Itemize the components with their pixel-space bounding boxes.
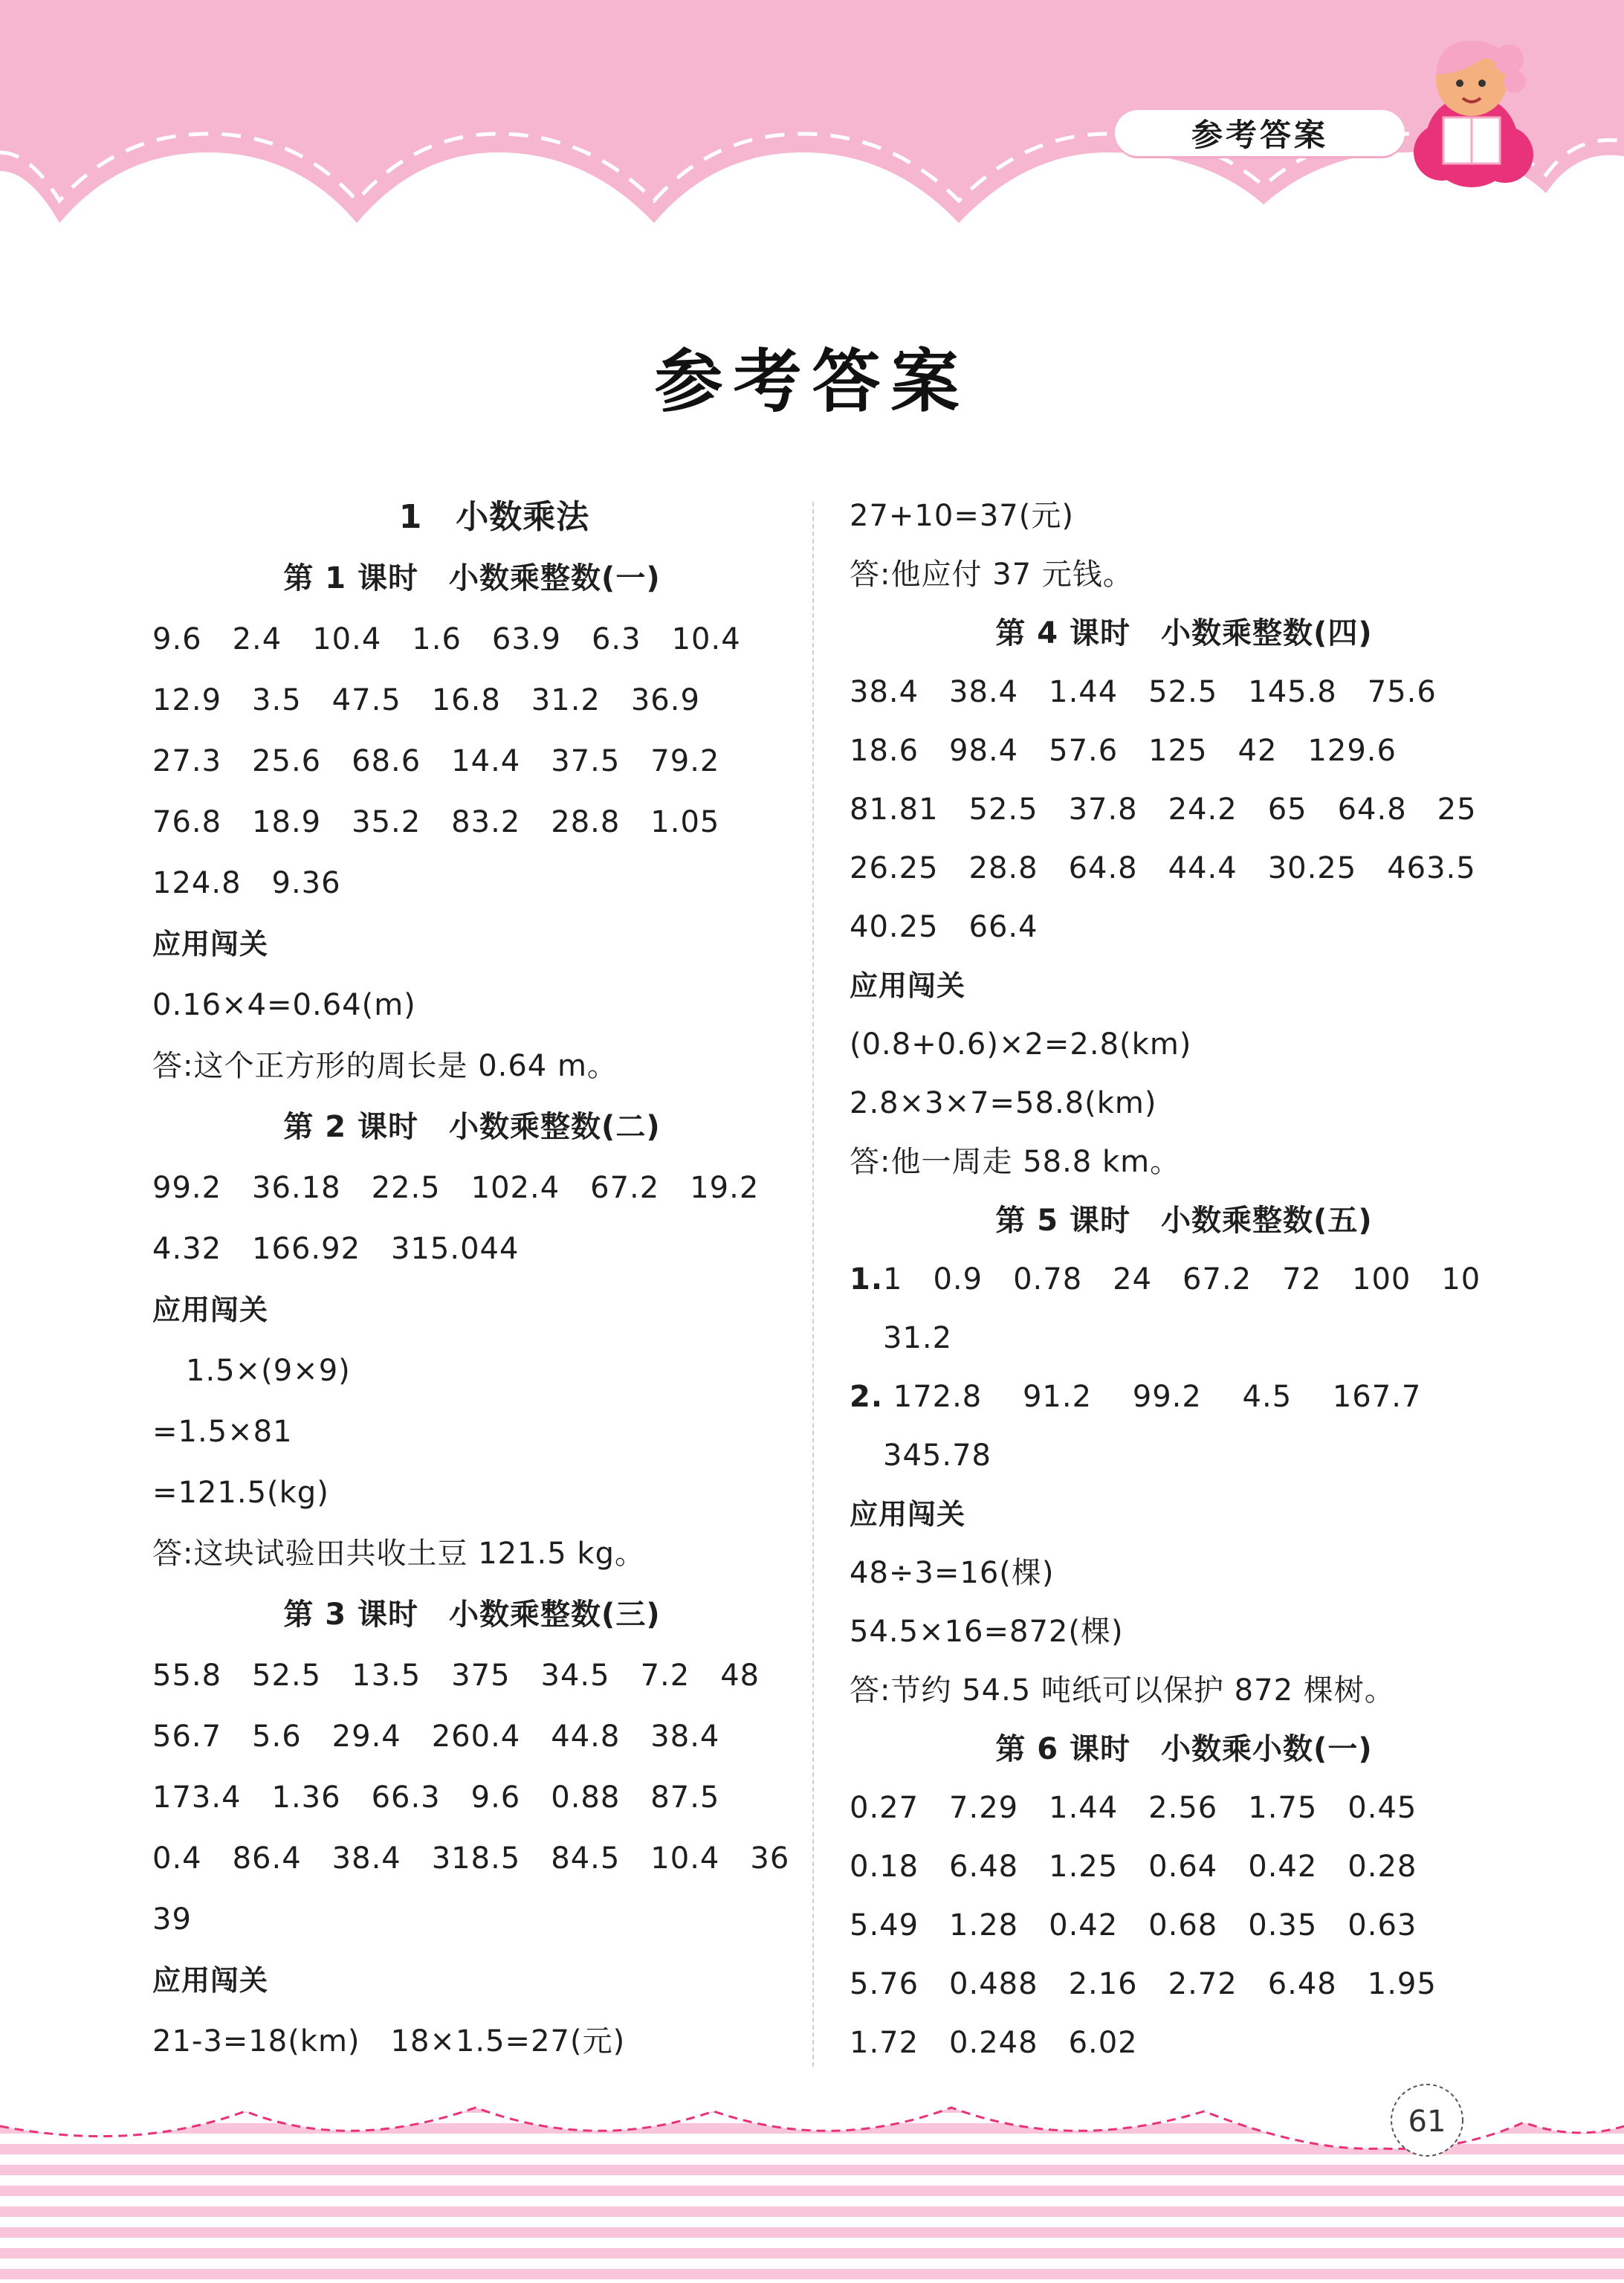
lesson-heading: 第 3 课时 小数乘整数(三) bbox=[283, 1598, 661, 1632]
answer-line: 5.49 1.28 0.42 0.68 0.35 0.63 bbox=[850, 1908, 1417, 1943]
answer-line: 答:这个正方形的周长是 0.64 m。 bbox=[152, 1049, 618, 1083]
answer-line: (0.8+0.6)×2=2.8(km) bbox=[850, 1027, 1192, 1062]
left-column bbox=[152, 487, 792, 2072]
numbered-answer-line bbox=[850, 1250, 1518, 1309]
answer-line: 38.4 38.4 1.44 52.5 145.8 75.6 bbox=[850, 675, 1437, 709]
answer-line: 答:他一周走 58.8 km。 bbox=[850, 1145, 1181, 1179]
answer-line: 1.5×(9×9) bbox=[186, 1354, 351, 1388]
numbered-answer-line bbox=[850, 1368, 1518, 1427]
answer-text: 172.8 91.2 99.2 4.5 167.7 bbox=[883, 1380, 1422, 1414]
page-number: 61 bbox=[1408, 2105, 1446, 2139]
lesson-heading: 第 1 课时 小数乘整数(一) bbox=[283, 561, 661, 595]
footer-banner bbox=[0, 2082, 1624, 2283]
answer-line: 0.16×4=0.64(m) bbox=[152, 988, 416, 1022]
answer-line: 5.76 0.488 2.16 2.72 6.48 1.95 bbox=[850, 1967, 1437, 2001]
answer-line: 345.78 bbox=[883, 1438, 991, 1473]
answer-line: 99.2 36.18 22.5 102.4 67.2 19.2 bbox=[152, 1171, 760, 1205]
answer-line: 答:节约 54.5 吨纸可以保护 872 棵树。 bbox=[850, 1673, 1395, 1708]
answer-line: 31.2 bbox=[883, 1321, 953, 1355]
answer-line: 39 bbox=[152, 1902, 192, 1937]
answer-line: =1.5×81 bbox=[152, 1415, 293, 1449]
application-heading: 应用闯关 bbox=[850, 1498, 966, 1531]
lesson-heading: 第 6 课时 小数乘小数(一) bbox=[995, 1732, 1373, 1766]
answer-line: =121.5(kg) bbox=[152, 1476, 329, 1510]
answer-line: 18.6 98.4 57.6 125 42 129.6 bbox=[850, 734, 1397, 768]
answer-line: 4.32 166.92 315.044 bbox=[152, 1232, 520, 1266]
answer-line: 124.8 9.36 bbox=[152, 866, 341, 900]
answer-line: 26.25 28.8 64.8 44.4 30.25 463.5 bbox=[850, 851, 1476, 885]
answer-text: 1 0.9 0.78 24 67.2 72 100 10 bbox=[883, 1262, 1481, 1297]
answer-line: 76.8 18.9 35.2 83.2 28.8 1.05 bbox=[152, 805, 720, 839]
right-column bbox=[850, 487, 1518, 2073]
question-number: 1. bbox=[850, 1262, 884, 1297]
answer-line: 0.27 7.29 1.44 2.56 1.75 0.45 bbox=[850, 1791, 1417, 1825]
answer-line: 81.81 52.5 37.8 24.2 65 64.8 25 bbox=[850, 792, 1477, 827]
answer-line: 27+10=37(元) bbox=[850, 499, 1074, 533]
chapter-heading: 1 小数乘法 bbox=[398, 498, 590, 536]
answer-line: 1.72 0.248 6.02 bbox=[850, 2026, 1138, 2060]
answer-line: 0.18 6.48 1.25 0.64 0.42 0.28 bbox=[850, 1850, 1417, 1884]
answer-line: 27.3 25.6 68.6 14.4 37.5 79.2 bbox=[152, 744, 720, 778]
application-heading: 应用闯关 bbox=[152, 928, 269, 960]
header-section-tab: 参考答案 bbox=[1115, 110, 1405, 156]
answer-line: 56.7 5.6 29.4 260.4 44.8 38.4 bbox=[152, 1719, 720, 1754]
answer-line: 0.4 86.4 38.4 318.5 84.5 10.4 36 bbox=[152, 1841, 790, 1876]
answer-line: 48÷3=16(棵) bbox=[850, 1556, 1055, 1590]
girl-reading-mascot-icon bbox=[1397, 30, 1546, 190]
answer-line: 40.25 66.4 bbox=[850, 910, 1038, 944]
application-heading: 应用闯关 bbox=[850, 969, 966, 1002]
answer-line: 12.9 3.5 47.5 16.8 31.2 36.9 bbox=[152, 683, 700, 717]
answer-line: 173.4 1.36 66.3 9.6 0.88 87.5 bbox=[152, 1780, 720, 1815]
answer-line: 答:这块试验田共收土豆 121.5 kg。 bbox=[152, 1537, 645, 1571]
answer-line: 答:他应付 37 元钱。 bbox=[850, 558, 1133, 592]
lesson-heading: 第 4 课时 小数乘整数(四) bbox=[995, 616, 1373, 650]
answer-line: 55.8 52.5 13.5 375 34.5 7.2 48 bbox=[152, 1659, 760, 1693]
answer-line: 9.6 2.4 10.4 1.6 63.9 6.3 10.4 bbox=[152, 622, 741, 656]
answer-line: 2.8×3×7=58.8(km) bbox=[850, 1086, 1157, 1120]
application-heading: 应用闯关 bbox=[152, 1964, 269, 1997]
question-number: 2. bbox=[850, 1380, 884, 1414]
lesson-heading: 第 2 课时 小数乘整数(二) bbox=[283, 1110, 661, 1144]
application-heading: 应用闯关 bbox=[152, 1294, 269, 1326]
lesson-heading: 第 5 课时 小数乘整数(五) bbox=[995, 1204, 1373, 1238]
page-title: 参考答案 bbox=[654, 342, 970, 422]
answer-line: 21-3=18(km) 18×1.5=27(元) bbox=[152, 2024, 626, 2058]
answer-line: 54.5×16=872(棵) bbox=[850, 1615, 1124, 1649]
column-divider bbox=[812, 502, 814, 2067]
